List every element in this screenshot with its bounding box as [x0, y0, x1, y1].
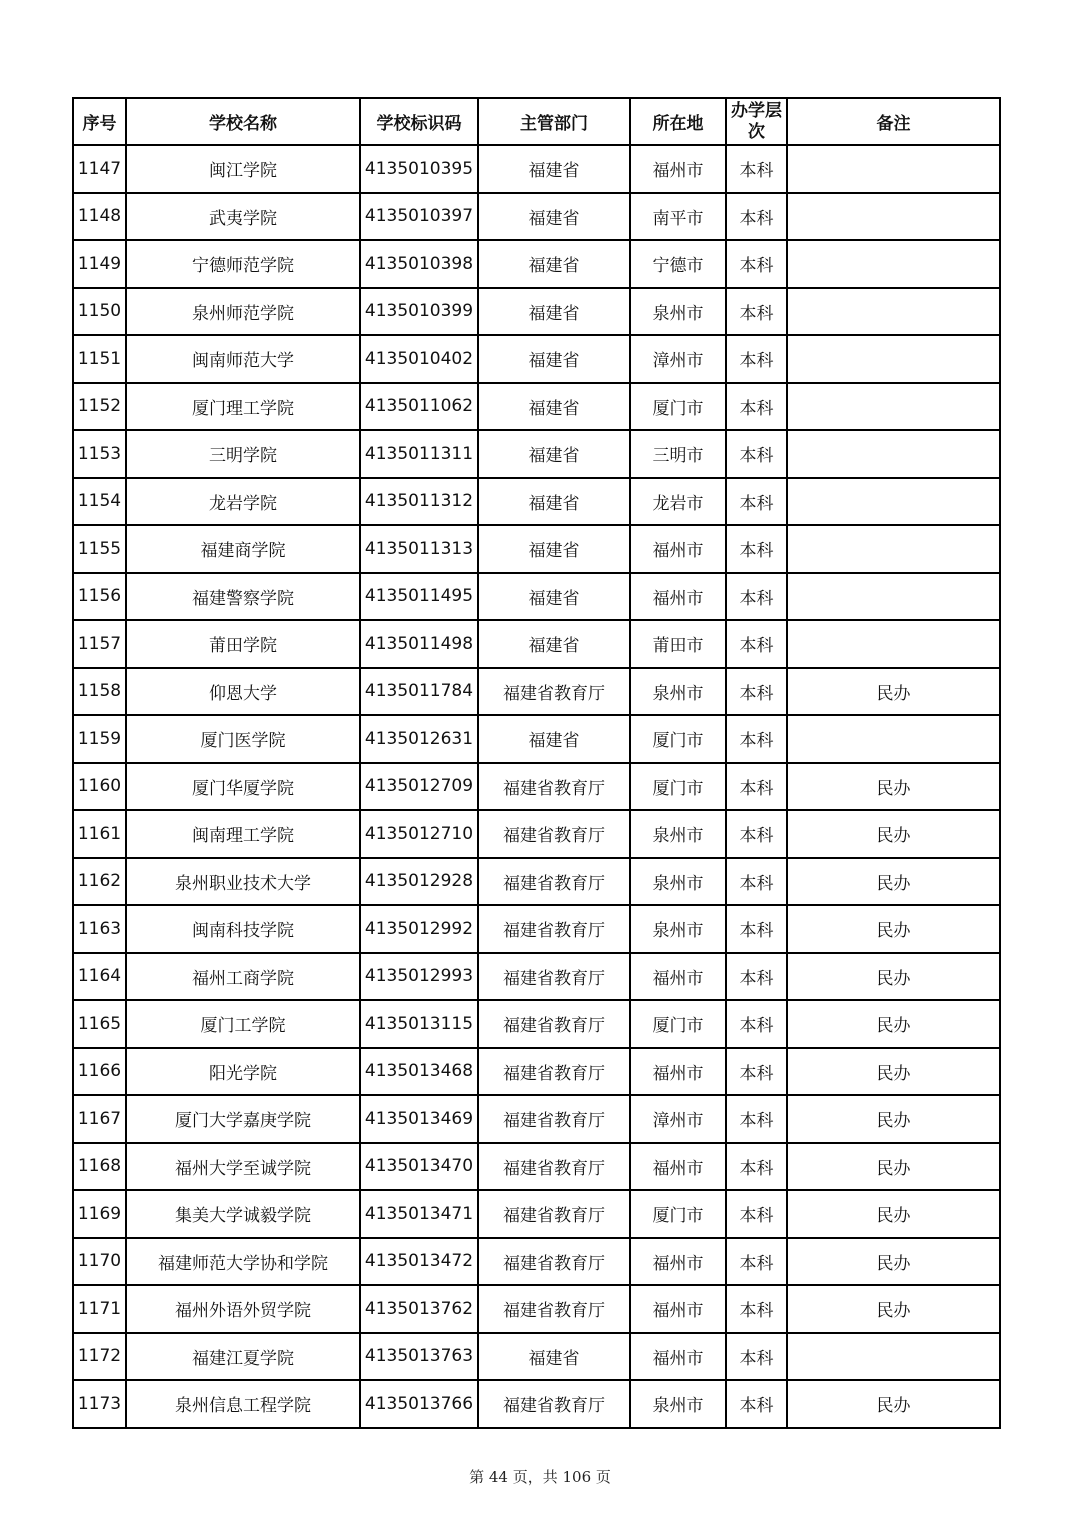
cell-department: 福建省教育厅	[478, 1285, 630, 1333]
cell-school-code: 4135012993	[360, 953, 478, 1001]
cell-remark	[787, 240, 1000, 288]
cell-level: 本科	[726, 1190, 787, 1238]
cell-department: 福建省教育厅	[478, 1000, 630, 1048]
header-department: 主管部门	[478, 98, 630, 145]
cell-school-code: 4135013762	[360, 1285, 478, 1333]
cell-school-code: 4135010399	[360, 288, 478, 336]
cell-school-code: 4135010395	[360, 145, 478, 193]
cell-seq: 1147	[73, 145, 126, 193]
cell-remark: 民办	[787, 905, 1000, 953]
cell-school-name: 宁德师范学院	[126, 240, 360, 288]
table-row	[73, 953, 1000, 1001]
table-row	[73, 240, 1000, 288]
cell-school-name: 厦门大学嘉庚学院	[126, 1095, 360, 1143]
cell-remark: 民办	[787, 858, 1000, 906]
cell-school-name: 厦门医学院	[126, 715, 360, 763]
cell-department: 福建省	[478, 145, 630, 193]
cell-remark: 民办	[787, 668, 1000, 716]
cell-department: 福建省	[478, 193, 630, 241]
cell-level: 本科	[726, 1143, 787, 1191]
table-row	[73, 478, 1000, 526]
cell-school-code: 4135011495	[360, 573, 478, 621]
cell-department: 福建省	[478, 620, 630, 668]
cell-level: 本科	[726, 668, 787, 716]
table-row	[73, 1000, 1000, 1048]
cell-location: 泉州市	[630, 858, 726, 906]
cell-remark	[787, 478, 1000, 526]
cell-department: 福建省教育厅	[478, 1380, 630, 1428]
cell-seq: 1162	[73, 858, 126, 906]
cell-location: 厦门市	[630, 715, 726, 763]
cell-location: 宁德市	[630, 240, 726, 288]
cell-level: 本科	[726, 478, 787, 526]
cell-school-code: 4135010397	[360, 193, 478, 241]
cell-department: 福建省	[478, 383, 630, 431]
cell-location: 厦门市	[630, 1000, 726, 1048]
cell-location: 福州市	[630, 1048, 726, 1096]
cell-location: 福州市	[630, 1333, 726, 1381]
cell-school-name: 武夷学院	[126, 193, 360, 241]
table-header-row	[73, 98, 1000, 145]
cell-remark	[787, 383, 1000, 431]
cell-level: 本科	[726, 1333, 787, 1381]
cell-seq: 1154	[73, 478, 126, 526]
header-seq: 序号	[73, 98, 126, 145]
cell-department: 福建省教育厅	[478, 953, 630, 1001]
cell-location: 福州市	[630, 1285, 726, 1333]
cell-school-code: 4135012710	[360, 810, 478, 858]
table-row	[73, 525, 1000, 573]
header-school-code: 学校标识码	[360, 98, 478, 145]
cell-level: 本科	[726, 1380, 787, 1428]
cell-school-name: 仰恩大学	[126, 668, 360, 716]
cell-level: 本科	[726, 430, 787, 478]
header-school-name: 学校名称	[126, 98, 360, 145]
cell-school-name: 泉州信息工程学院	[126, 1380, 360, 1428]
cell-location: 泉州市	[630, 288, 726, 336]
cell-school-name: 闽江学院	[126, 145, 360, 193]
page-number: 第 44 页，共 106 页	[469, 1468, 611, 1486]
cell-location: 漳州市	[630, 335, 726, 383]
cell-level: 本科	[726, 810, 787, 858]
cell-level: 本科	[726, 573, 787, 621]
table-row	[73, 573, 1000, 621]
cell-level: 本科	[726, 288, 787, 336]
cell-remark	[787, 573, 1000, 621]
cell-remark: 民办	[787, 763, 1000, 811]
cell-school-name: 集美大学诚毅学院	[126, 1190, 360, 1238]
cell-school-name: 厦门华厦学院	[126, 763, 360, 811]
cell-school-code: 4135010402	[360, 335, 478, 383]
cell-department: 福建省	[478, 478, 630, 526]
table-row	[73, 1285, 1000, 1333]
cell-remark: 民办	[787, 953, 1000, 1001]
cell-school-code: 4135011784	[360, 668, 478, 716]
cell-seq: 1151	[73, 335, 126, 383]
table-row	[73, 335, 1000, 383]
table-row	[73, 715, 1000, 763]
table-body	[73, 145, 1000, 1428]
cell-department: 福建省教育厅	[478, 763, 630, 811]
table-row	[73, 810, 1000, 858]
cell-department: 福建省	[478, 525, 630, 573]
cell-school-name: 阳光学院	[126, 1048, 360, 1096]
header-level: 办学层次	[726, 98, 787, 145]
cell-location: 福州市	[630, 953, 726, 1001]
table-row	[73, 1380, 1000, 1428]
table-row	[73, 620, 1000, 668]
cell-department: 福建省教育厅	[478, 858, 630, 906]
cell-level: 本科	[726, 240, 787, 288]
cell-school-name: 福建警察学院	[126, 573, 360, 621]
header-remark: 备注	[787, 98, 1000, 145]
cell-department: 福建省教育厅	[478, 1190, 630, 1238]
cell-seq: 1167	[73, 1095, 126, 1143]
table-row	[73, 858, 1000, 906]
cell-department: 福建省	[478, 240, 630, 288]
cell-department: 福建省教育厅	[478, 668, 630, 716]
cell-level: 本科	[726, 620, 787, 668]
cell-school-code: 4135011313	[360, 525, 478, 573]
cell-school-code: 4135013470	[360, 1143, 478, 1191]
cell-level: 本科	[726, 715, 787, 763]
cell-level: 本科	[726, 905, 787, 953]
cell-level: 本科	[726, 858, 787, 906]
cell-school-code: 4135013468	[360, 1048, 478, 1096]
cell-school-code: 4135012928	[360, 858, 478, 906]
cell-school-name: 福州大学至诚学院	[126, 1143, 360, 1191]
table-row	[73, 1143, 1000, 1191]
cell-location: 泉州市	[630, 668, 726, 716]
cell-seq: 1165	[73, 1000, 126, 1048]
cell-school-code: 4135010398	[360, 240, 478, 288]
cell-location: 龙岩市	[630, 478, 726, 526]
cell-level: 本科	[726, 1000, 787, 1048]
cell-remark: 民办	[787, 1380, 1000, 1428]
cell-department: 福建省	[478, 335, 630, 383]
cell-level: 本科	[726, 1095, 787, 1143]
cell-seq: 1160	[73, 763, 126, 811]
cell-school-name: 泉州师范学院	[126, 288, 360, 336]
table-row	[73, 1333, 1000, 1381]
table-row	[73, 383, 1000, 431]
cell-remark: 民办	[787, 1238, 1000, 1286]
cell-seq: 1163	[73, 905, 126, 953]
table-row	[73, 668, 1000, 716]
table-row	[73, 1238, 1000, 1286]
cell-location: 泉州市	[630, 905, 726, 953]
cell-location: 福州市	[630, 145, 726, 193]
cell-location: 福州市	[630, 525, 726, 573]
cell-remark	[787, 620, 1000, 668]
table-row	[73, 905, 1000, 953]
cell-seq: 1171	[73, 1285, 126, 1333]
cell-location: 福州市	[630, 1238, 726, 1286]
cell-seq: 1164	[73, 953, 126, 1001]
cell-school-name: 龙岩学院	[126, 478, 360, 526]
cell-school-name: 厦门工学院	[126, 1000, 360, 1048]
cell-seq: 1169	[73, 1190, 126, 1238]
cell-school-code: 4135011311	[360, 430, 478, 478]
cell-level: 本科	[726, 525, 787, 573]
cell-location: 莆田市	[630, 620, 726, 668]
cell-level: 本科	[726, 1238, 787, 1286]
cell-level: 本科	[726, 193, 787, 241]
header-location: 所在地	[630, 98, 726, 145]
cell-school-name: 福州外语外贸学院	[126, 1285, 360, 1333]
cell-remark	[787, 335, 1000, 383]
cell-remark	[787, 525, 1000, 573]
cell-department: 福建省	[478, 430, 630, 478]
table-row	[73, 288, 1000, 336]
table-row	[73, 1095, 1000, 1143]
table-row	[73, 763, 1000, 811]
table-row	[73, 193, 1000, 241]
table-row	[73, 145, 1000, 193]
cell-level: 本科	[726, 145, 787, 193]
cell-location: 泉州市	[630, 810, 726, 858]
cell-school-name: 闽南理工学院	[126, 810, 360, 858]
cell-department: 福建省教育厅	[478, 905, 630, 953]
cell-school-code: 4135011498	[360, 620, 478, 668]
cell-remark	[787, 715, 1000, 763]
cell-remark: 民办	[787, 810, 1000, 858]
cell-department: 福建省教育厅	[478, 1048, 630, 1096]
cell-school-code: 4135011312	[360, 478, 478, 526]
cell-school-code: 4135012709	[360, 763, 478, 811]
cell-remark: 民办	[787, 1190, 1000, 1238]
cell-school-code: 4135013115	[360, 1000, 478, 1048]
cell-department: 福建省教育厅	[478, 1143, 630, 1191]
cell-location: 福州市	[630, 573, 726, 621]
cell-level: 本科	[726, 383, 787, 431]
cell-location: 福州市	[630, 1143, 726, 1191]
cell-seq: 1156	[73, 573, 126, 621]
cell-remark: 民办	[787, 1095, 1000, 1143]
cell-seq: 1153	[73, 430, 126, 478]
cell-remark	[787, 145, 1000, 193]
cell-seq: 1161	[73, 810, 126, 858]
cell-school-code: 4135013471	[360, 1190, 478, 1238]
cell-school-code: 4135013766	[360, 1380, 478, 1428]
table-row	[73, 430, 1000, 478]
cell-level: 本科	[726, 763, 787, 811]
cell-seq: 1157	[73, 620, 126, 668]
table-row	[73, 1048, 1000, 1096]
cell-seq: 1152	[73, 383, 126, 431]
cell-seq: 1158	[73, 668, 126, 716]
cell-seq: 1150	[73, 288, 126, 336]
cell-location: 南平市	[630, 193, 726, 241]
cell-department: 福建省	[478, 1333, 630, 1381]
cell-department: 福建省教育厅	[478, 1238, 630, 1286]
cell-school-name: 福建师范大学协和学院	[126, 1238, 360, 1286]
cell-school-name: 福建江夏学院	[126, 1333, 360, 1381]
cell-school-name: 厦门理工学院	[126, 383, 360, 431]
cell-remark	[787, 1333, 1000, 1381]
cell-seq: 1173	[73, 1380, 126, 1428]
cell-remark	[787, 193, 1000, 241]
cell-seq: 1149	[73, 240, 126, 288]
cell-level: 本科	[726, 1048, 787, 1096]
cell-seq: 1155	[73, 525, 126, 573]
cell-remark: 民办	[787, 1048, 1000, 1096]
cell-location: 漳州市	[630, 1095, 726, 1143]
cell-location: 厦门市	[630, 1190, 726, 1238]
cell-remark	[787, 430, 1000, 478]
cell-school-name: 泉州职业技术大学	[126, 858, 360, 906]
cell-seq: 1172	[73, 1333, 126, 1381]
cell-department: 福建省	[478, 288, 630, 336]
cell-seq: 1159	[73, 715, 126, 763]
cell-school-code: 4135012992	[360, 905, 478, 953]
cell-school-name: 福建商学院	[126, 525, 360, 573]
cell-school-code: 4135012631	[360, 715, 478, 763]
cell-department: 福建省	[478, 573, 630, 621]
cell-remark	[787, 288, 1000, 336]
cell-location: 厦门市	[630, 383, 726, 431]
cell-location: 厦门市	[630, 763, 726, 811]
cell-school-name: 闽南科技学院	[126, 905, 360, 953]
cell-seq: 1148	[73, 193, 126, 241]
cell-school-name: 福州工商学院	[126, 953, 360, 1001]
cell-school-name: 闽南师范大学	[126, 335, 360, 383]
cell-department: 福建省教育厅	[478, 1095, 630, 1143]
cell-school-code: 4135013472	[360, 1238, 478, 1286]
table-row	[73, 1190, 1000, 1238]
cell-level: 本科	[726, 953, 787, 1001]
cell-seq: 1168	[73, 1143, 126, 1191]
cell-school-code: 4135011062	[360, 383, 478, 431]
cell-school-name: 莆田学院	[126, 620, 360, 668]
school-table	[72, 97, 1001, 1429]
cell-level: 本科	[726, 1285, 787, 1333]
cell-department: 福建省	[478, 715, 630, 763]
cell-school-name: 三明学院	[126, 430, 360, 478]
cell-remark: 民办	[787, 1000, 1000, 1048]
cell-remark: 民办	[787, 1143, 1000, 1191]
cell-remark: 民办	[787, 1285, 1000, 1333]
cell-school-code: 4135013469	[360, 1095, 478, 1143]
cell-location: 三明市	[630, 430, 726, 478]
cell-location: 泉州市	[630, 1380, 726, 1428]
cell-school-code: 4135013763	[360, 1333, 478, 1381]
cell-seq: 1170	[73, 1238, 126, 1286]
cell-level: 本科	[726, 335, 787, 383]
cell-department: 福建省教育厅	[478, 810, 630, 858]
cell-seq: 1166	[73, 1048, 126, 1096]
